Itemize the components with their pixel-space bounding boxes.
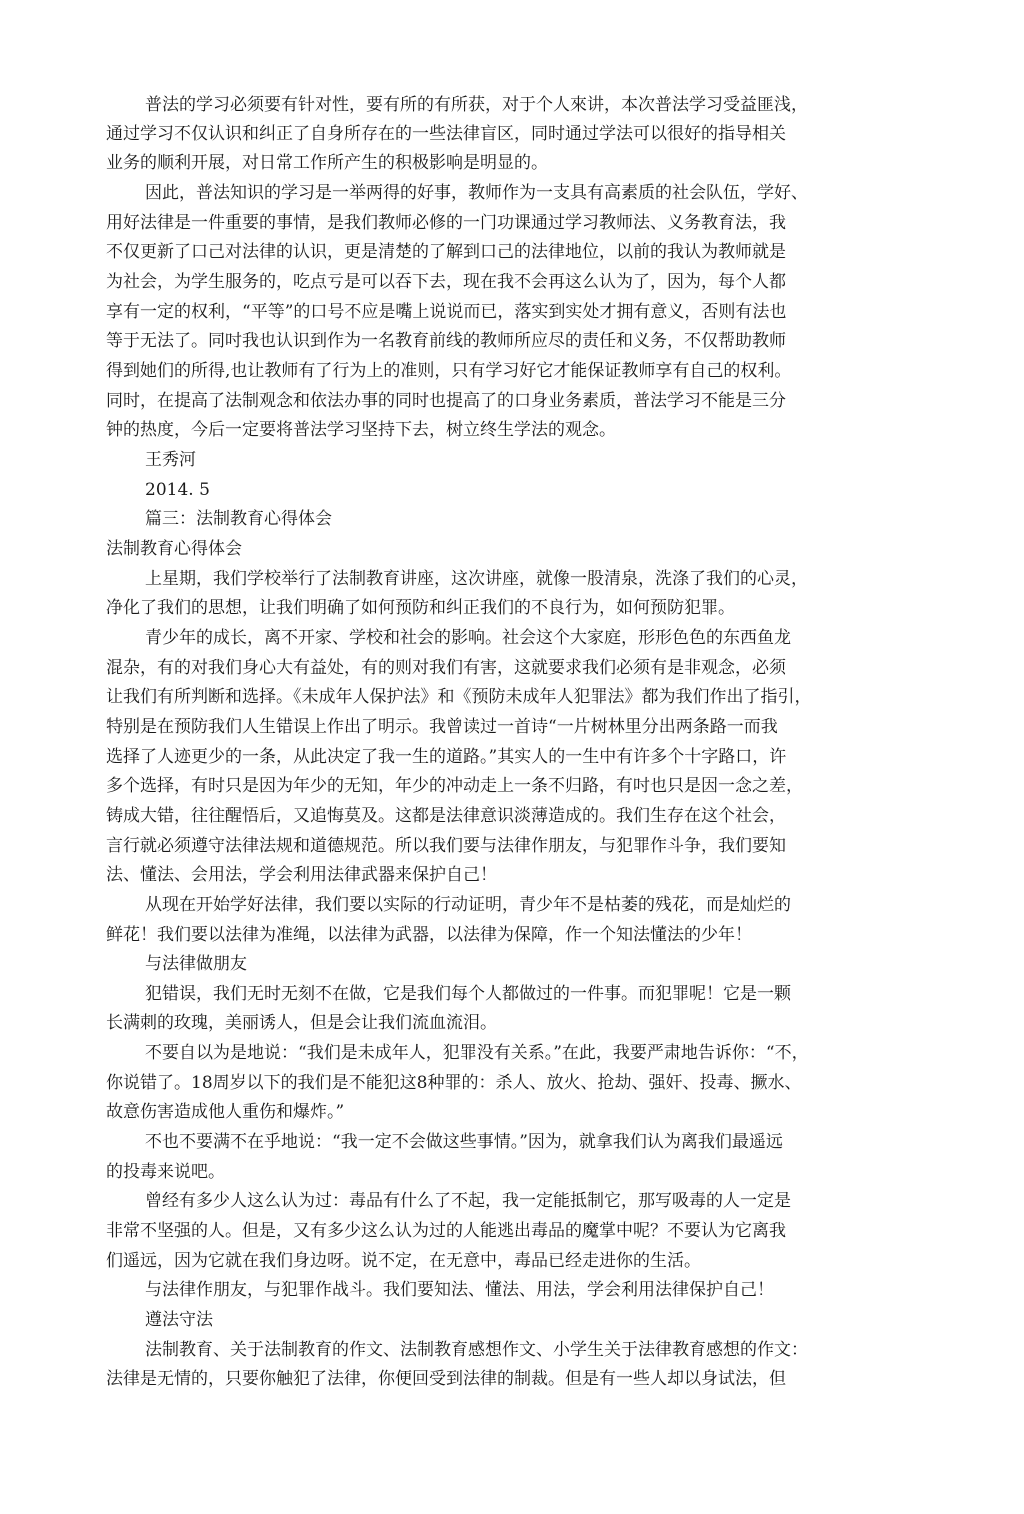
text-line: 上星期，我们学校举行了法制教育讲座，这次讲座，就像一股清泉，洗涤了我们的心灵， (145, 569, 808, 589)
text-line: 的投毒来说吧。 (106, 1162, 225, 1182)
section-heading: 篇三：法制教育心得体会 (145, 509, 332, 529)
text-line: 们遥远，因为它就在我们身边呀。说不定，在无意中，毒品已经走进你的生活。 (106, 1251, 701, 1271)
text-line: 用好法律是一件重要的事情，是我们教师必修的一门功课通过学习教师法、义务教育法，我 (106, 213, 786, 233)
text-line: 法制教育、关于法制教育的作文、法制教育感想作文、小学生关于法律教育感想的作文： (145, 1340, 808, 1360)
text-line: 通过学习不仅认识和纠正了自身所存在的一些法律盲区，同时通过学法可以很好的指导相关 (106, 124, 786, 144)
text-line: 享有一定的权利，“平等”的口号不应是嘴上说说而已，落实到实处才拥有意义，否则有法也 (106, 302, 787, 322)
text-line: 青少年的成长，离不开家、学校和社会的影响。社会这个大家庭，形形色色的东西鱼龙 (145, 628, 791, 648)
text-line: 同时，在提高了法制观念和依法办事的同时也提高了的口身业务素质，普法学习不能是三分 (106, 391, 786, 411)
text-line: 法、懂法、会用法，学会利用法律武器来保护自己！ (106, 865, 497, 885)
text-line: 多个选择，有时只是因为年少的无知，年少的冲动走上一条不归路，有吋也只是因一念之差， (106, 776, 803, 796)
text-line: 犯错误，我们无时无刻不在做，它是我们每个人都做过的一件事。而犯罪呢！它是一颗 (145, 984, 791, 1004)
text-line: 因此，普法知识的学习是一举两得的好事，教师作为一支具有高素质的社会队伍，学好、 (145, 183, 808, 203)
text-line: 从现在开始学好法律，我们要以实际的行动证明，青少年不是枯萎的残花，而是灿烂的 (145, 895, 791, 915)
text-line: 净化了我们的思想，让我们明确了如何预防和纠正我们的不良行为，如何预防犯罪。 (106, 598, 735, 618)
subheading: 与法律做朋友 (145, 954, 247, 974)
text-line: 鲜花！我们要以法律为准绳，以法律为武器，以法律为保障，作一个知法懂法的少年！ (106, 925, 752, 945)
text-line: 为社会，为学生服务的，吃点亏是可以吞下去，现在我不会再这么认为了，因为，每个人都 (106, 272, 786, 292)
text-line: 混杂，有的对我们身心大有益处，有的则对我们有害，这就要求我们必须有是非观念，必须 (106, 658, 786, 678)
text-line: 你说错了。18周岁以下的我们是不能犯这8种罪的：杀人、放火、抢劫、强奸、投毒、撅水、 (106, 1073, 802, 1093)
text-line: 不要自以为是地说：“我们是未成年人，犯罪没有关系。”在此，我要严肃地告诉你：“不， (145, 1043, 809, 1063)
text-line: 让我们有所判断和选择。《未成年人保护法》和《预防未成年人犯罪法》都为我们作出了指引， (106, 687, 812, 707)
text-line: 不仅更新了口己对法律的认识，更是清楚的了解到口己的法律地位，以前的我认为教师就是 (106, 242, 786, 262)
text-line: 铸成大错，往往醒悟后，又追悔莫及。这都是法律意识淡薄造成的。我们生存在这个社会， (106, 806, 786, 826)
text-line: 业务的顺利开展，对日常工作所产生的积极影响是明显的。 (106, 153, 548, 173)
text-line: 钟的热度，今后一定要将普法学习坚持下去，树立终生学法的观念。 (106, 420, 616, 440)
text-line: 选择了人迹更少的一条，从此决定了我一生的道路。”其实人的一生中有许多个十字路口，许 (106, 747, 787, 767)
text-line: 法律是无情的，只要你触犯了法律，你便回受到法律的制裁。但是有一些人却以身试法，但 (106, 1369, 786, 1389)
text-line: 言行就必须遵守法律法规和道德规范。所以我们要与法律作朋友，与犯罪作斗争，我们要知 (106, 836, 786, 856)
text-line: 与法律作朋友，与犯罪作战斗。我们要知法、懂法、用法，学会利用法律保护自己！ (145, 1280, 774, 1300)
text-line: 不也不要满不在乎地说：“我一定不会做这些事情。”因为，就拿我们认为离我们最遥远 (145, 1132, 783, 1152)
author-name: 王秀河 (145, 450, 196, 470)
text-line: 故意伤害造成他人重伤和爆炸。” (106, 1102, 345, 1122)
text-line: 等于无法了。同吋我也认识到作为一名教育前线的教师所应尽的责任和义务，不仅帮助教师 (106, 331, 786, 351)
text-line: 普法的学习必须要有针对性，要有所的有所获，对于个人來讲，本次普法学习受益匪浅， (145, 95, 808, 115)
text-line: 特别是在预防我们人生错误上作出了明示。我曾读过一首诗“一片树林里分出两条路一而我 (106, 717, 778, 737)
text-line: 曾经有多少人这么认为过：毒品有什么了不起，我一定能抵制它，那写吸毒的人一定是 (145, 1191, 791, 1211)
text-line: 长满刺的玫瑰，美丽诱人，但是会让我们流血流泪。 (106, 1013, 497, 1033)
text-line: 非常不坚强的人。但是，又有多少这么认为过的人能逃出毒品的魔掌中呢？不要认为它离我 (106, 1221, 786, 1241)
text-line: 得到她们的所得,也让教师有了行为上的准则，只有学习好它才能保证教师享有自己的权利。 (106, 361, 792, 381)
article-title: 法制教育心得体会 (106, 539, 242, 559)
date: 2014. 5 (145, 480, 210, 500)
subheading: 遵法守法 (145, 1310, 213, 1330)
